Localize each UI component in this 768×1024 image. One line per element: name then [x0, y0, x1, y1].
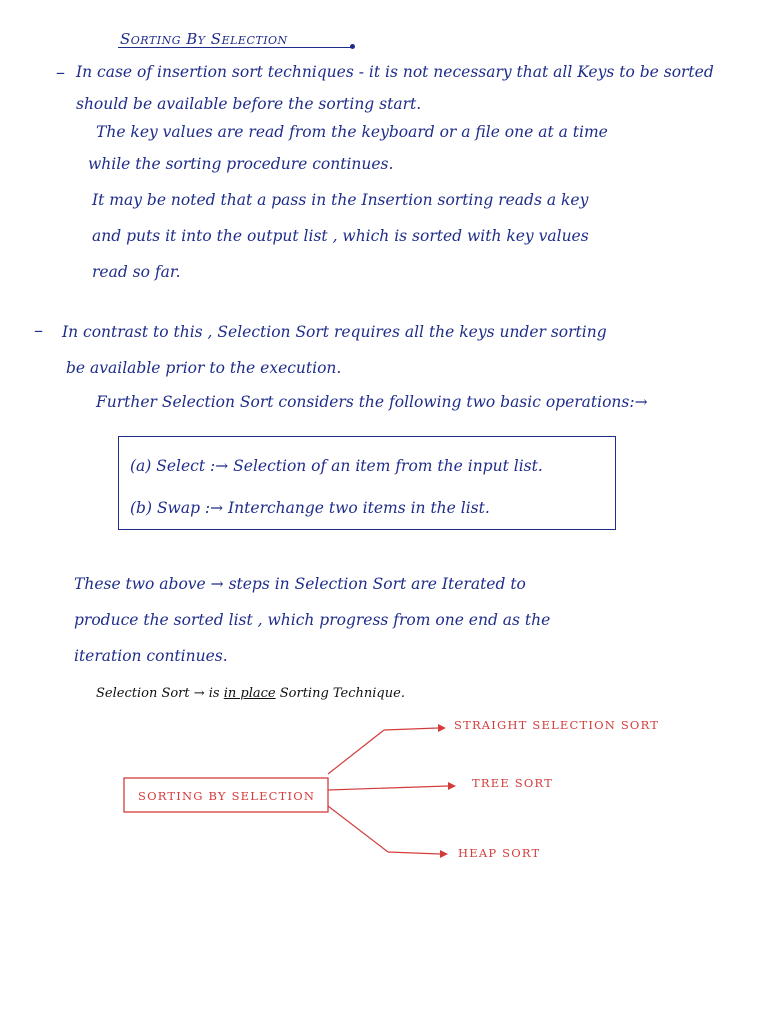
branch-arrow-bottom: [388, 852, 440, 854]
title-underline: [118, 47, 354, 48]
bullet-dash-1: –: [56, 62, 65, 83]
branch-line-bottom: [328, 806, 388, 852]
branch-heap-sort: HEAP SORT: [458, 846, 541, 860]
paragraph1-line-5: It may be noted that a pass in the Insertion sorting reads a key: [92, 191, 589, 209]
paragraph3-line-3: iteration continues.: [74, 647, 228, 665]
paragraph2-line-2: be available prior to the execution.: [66, 359, 342, 377]
note-underlined: in place: [223, 686, 276, 701]
arrow-head-middle: [448, 782, 456, 790]
paragraph1-line-2: should be available before the sorting start.: [76, 95, 422, 113]
note-suffix: Sorting Technique.: [275, 686, 405, 701]
bullet-dash-2: –: [34, 320, 43, 341]
branch-arrow-middle: [328, 786, 448, 790]
paragraph1-line-6: and puts it into the output list , which is sorted with key values: [92, 227, 589, 245]
paragraph1-line-1: In case of insertion sort techniques - it is not necessary that all Keys to be sorted: [76, 63, 714, 81]
paragraph1-line-3: The key values are read from the keyboard or a file one at a time: [96, 123, 608, 141]
paragraph1-line-4: while the sorting procedure continues.: [88, 155, 394, 173]
paragraph3-line-2: produce the sorted list , which progress from one end as the: [74, 611, 551, 629]
operation-swap: (b) Swap :→ Interchange two items in the list.: [130, 499, 490, 517]
arrow-head-top: [438, 724, 446, 732]
arrow-head-bottom: [440, 850, 448, 858]
branch-line-top: [328, 730, 384, 774]
paragraph1-line-7: read so far.: [92, 263, 181, 281]
note-prefix: Selection Sort → is: [96, 686, 224, 701]
branch-tree-sort: TREE SORT: [472, 776, 554, 790]
in-place-note: [96, 686, 405, 701]
diagram-root-label: SORTING BY SELECTION: [138, 789, 316, 803]
paragraph3-line-1: These two above → steps in Selection Sort are Iterated to: [74, 575, 526, 593]
paragraph2-line-1: In contrast to this , Selection Sort requires all the keys under sorting: [62, 323, 607, 341]
paragraph2-line-3: Further Selection Sort considers the following two basic operations:→: [96, 393, 648, 411]
title-dot: [350, 44, 355, 49]
operation-select: (a) Select :→ Selection of an item from the input list.: [130, 457, 543, 475]
branch-arrow-top: [384, 728, 438, 730]
page-title: Sorting By Selection: [120, 30, 288, 48]
branch-straight-selection-sort: STRAIGHT SELECTION SORT: [454, 718, 660, 732]
